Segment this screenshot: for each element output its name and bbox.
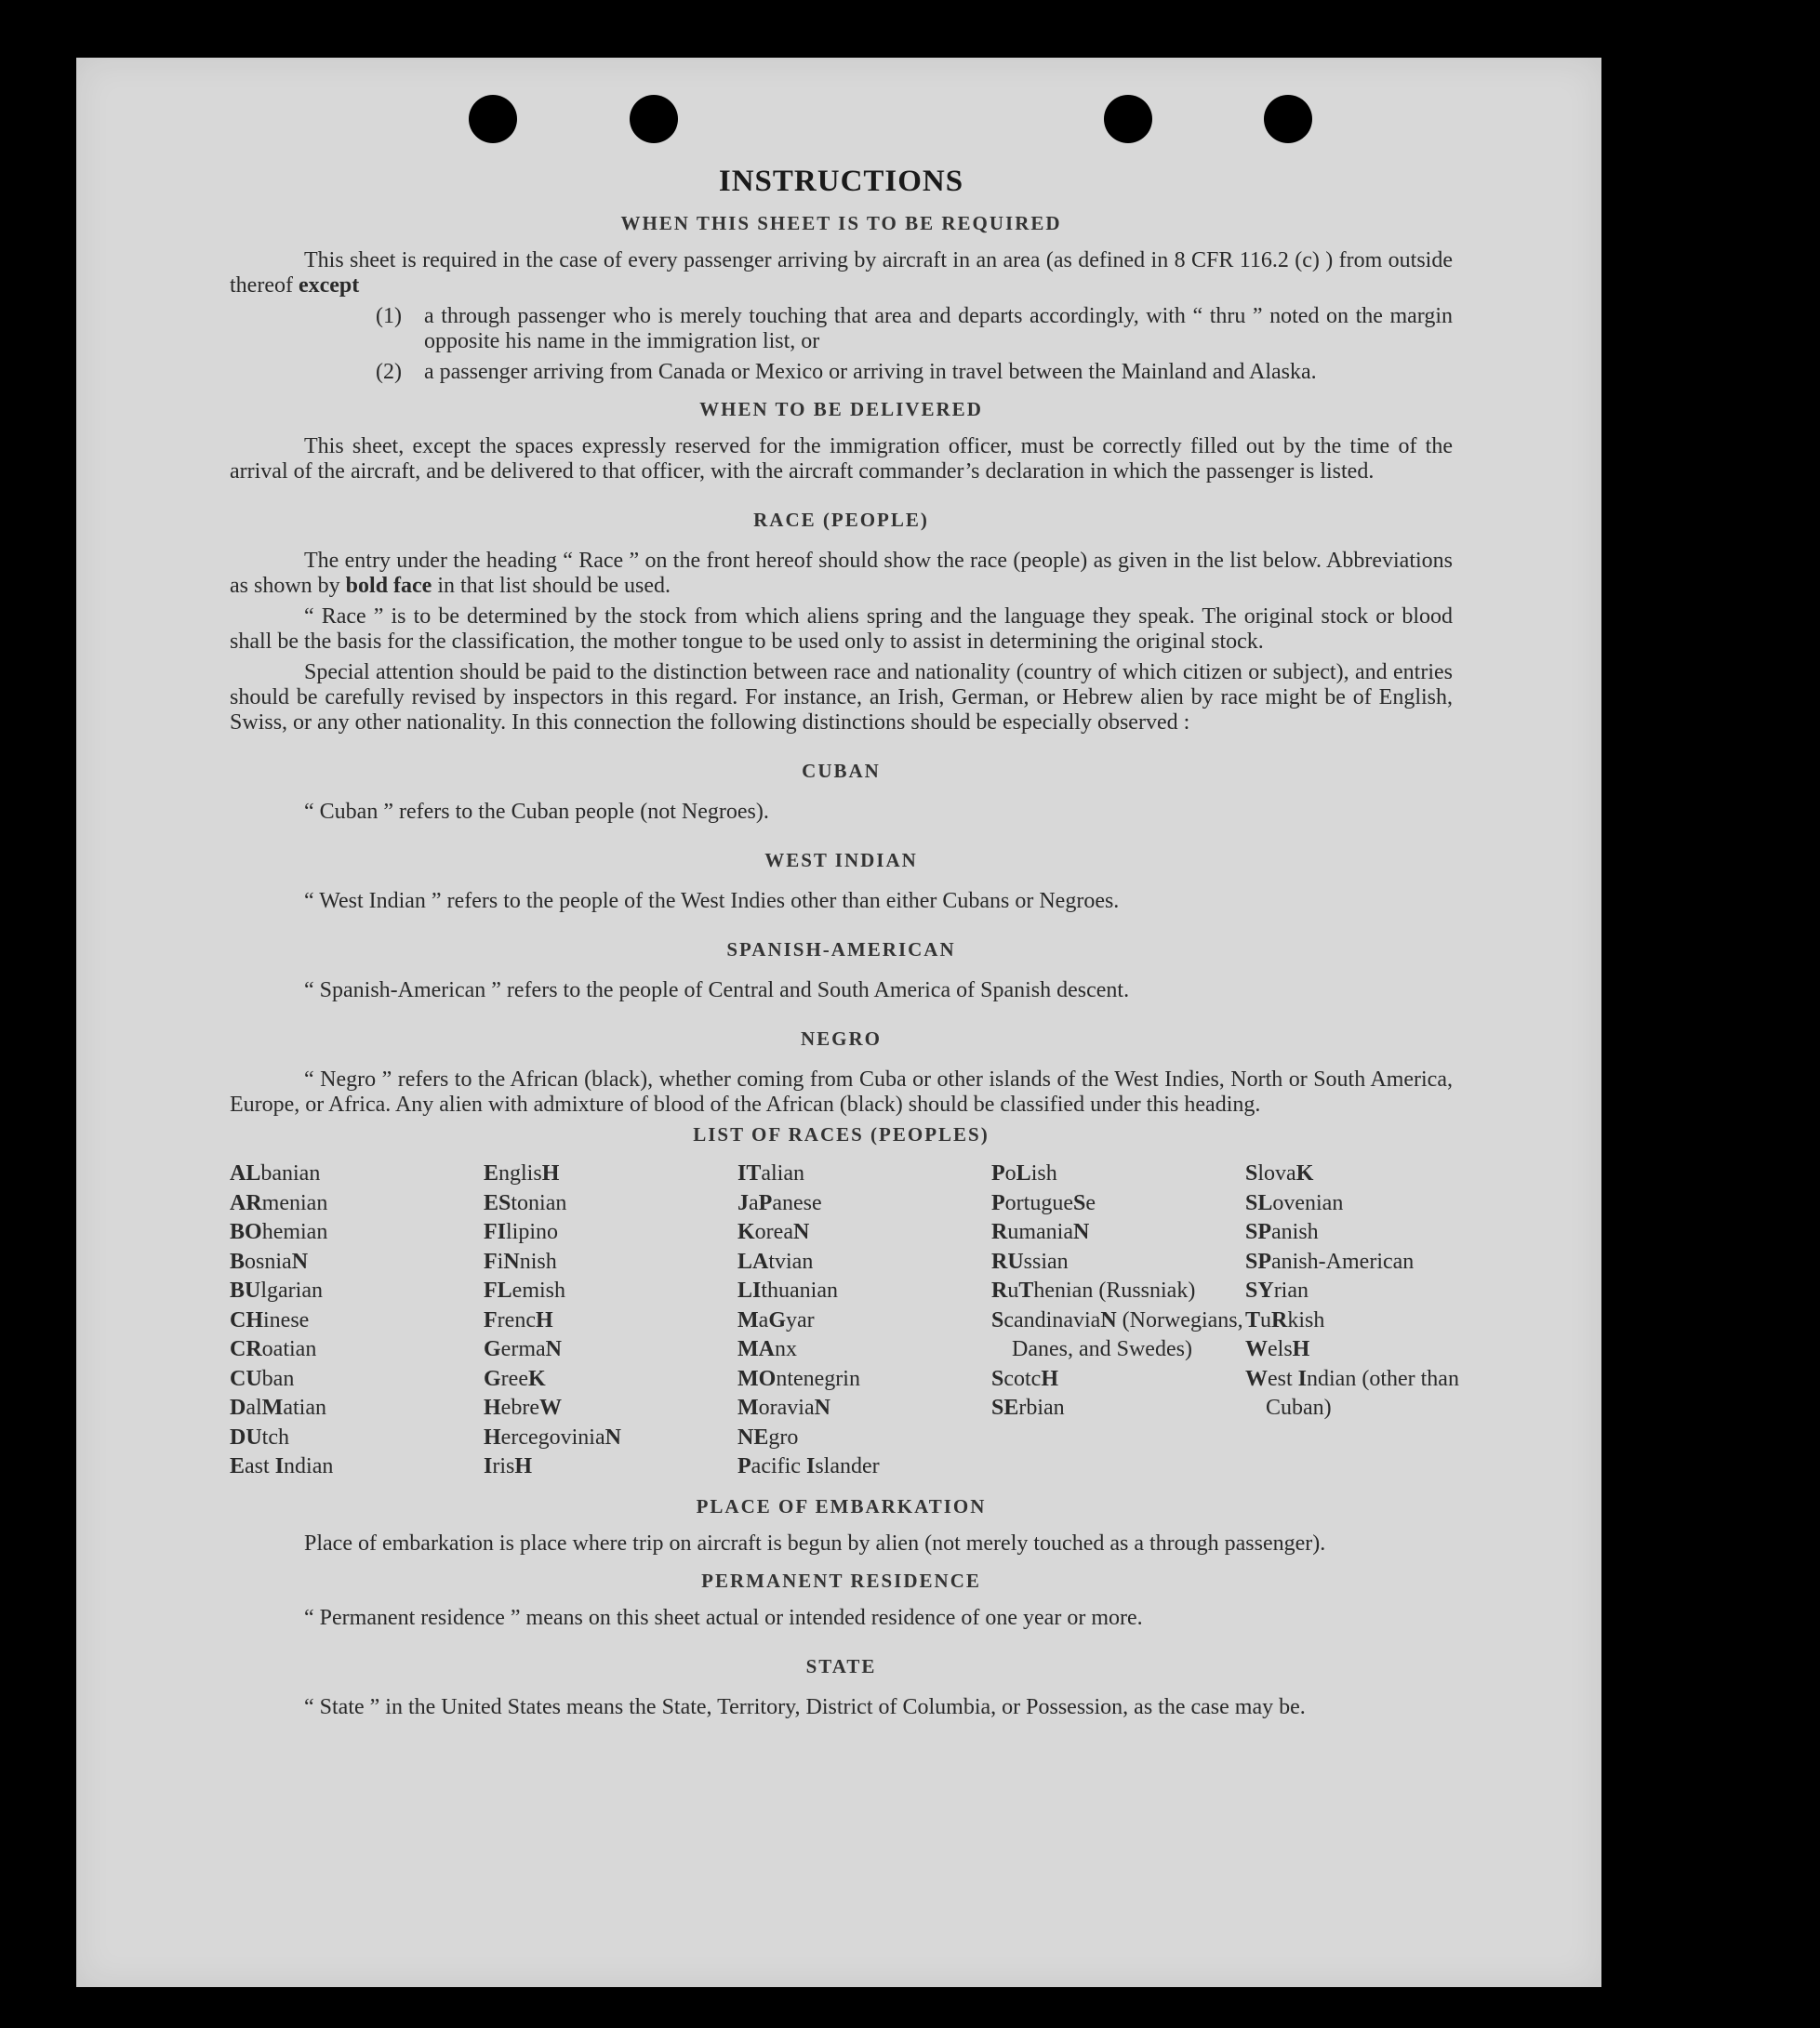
race-entry: DalMatian <box>230 1396 326 1420</box>
race-entry: MoraviaN <box>737 1396 830 1420</box>
race-entry: ALbanian <box>230 1161 321 1186</box>
race-entry: PoLish <box>991 1161 1057 1186</box>
section-heading-race: RACE (PEOPLE) <box>753 509 929 531</box>
race-entry: IrisH <box>484 1454 533 1478</box>
race-entry: ITalian <box>737 1161 804 1186</box>
races-column <box>230 1160 484 1482</box>
race-entry: FrencH <box>484 1307 553 1332</box>
race-entry: LIthuanian <box>737 1279 838 1303</box>
race-entry: East Indian <box>230 1454 334 1478</box>
residence-paragraph: “ Permanent residence ” means on this sheet actual or intended residence of one year or more. <box>304 1605 1143 1630</box>
race-entry: ScotcH <box>991 1366 1059 1391</box>
race-entry: Pacific Islander <box>737 1454 880 1478</box>
race-entry: GreeK <box>484 1366 546 1391</box>
section-heading-west-indian: WEST INDIAN <box>764 849 918 871</box>
race-entry: SErbian <box>991 1396 1065 1420</box>
section-heading-negro: NEGRO <box>800 1027 882 1050</box>
negro-paragraph: “ Negro ” refers to the African (black), whether coming from Cuba or other islands of the West Indies, North or South America, Europe, or Africa. Any alien with admixture of blood of the African (black) should be classified under this heading. <box>230 1067 1453 1117</box>
race-entry: JaPanese <box>737 1190 822 1215</box>
race-entry: MOntenegrin <box>737 1366 860 1391</box>
race-entry: TuRkish <box>1245 1307 1325 1332</box>
race-entry: SLovenian <box>1245 1190 1344 1215</box>
spanish-american-paragraph: “ Spanish-American ” refers to the people of Central and South America of Spanish descent. <box>304 978 1130 1002</box>
race-entry: MaGyar <box>737 1307 815 1332</box>
exception-item-1: (1) a through passenger who is merely touching that area and departs accordingly, with “ thru ” noted on the margin opposite his name in the immigration list, or <box>376 304 1453 353</box>
section-heading-state: STATE <box>805 1654 877 1677</box>
race-entry: BosniaN <box>230 1249 309 1274</box>
state-paragraph: “ State ” in the United States means the State, Territory, District of Columbia, or Possession, as the case may be. <box>304 1694 1306 1719</box>
race-entry: KoreaN <box>737 1220 810 1244</box>
race-entry: DUtch <box>230 1425 289 1450</box>
race-entry: FIlipino <box>484 1220 559 1244</box>
section-heading-required: WHEN THIS SHEET IS TO BE REQUIRED <box>620 212 1062 234</box>
races-column <box>737 1160 991 1482</box>
delivered-paragraph: This sheet, except the spaces expressly reserved for the immigration officer, must be correctly filled out by the time of the arrival of the aircraft, and be delivered to that officer, with the aircraft commander’s declaration in which the passenger is listed. <box>230 434 1453 484</box>
race-entry: LAtvian <box>737 1249 814 1274</box>
section-heading-residence: PERMANENT RESIDENCE <box>701 1569 981 1592</box>
race-paragraph-1: The entry under the heading “ Race ” on the front hereof should show the race (people) as given in the list below. Abbreviations as shown by bold face in that list should be used. <box>230 549 1453 598</box>
section-heading-spanish-american: SPANISH-AMERICAN <box>726 938 956 961</box>
race-entry: EStonian <box>484 1190 567 1215</box>
race-entry: RuThenian (Russniak) <box>991 1279 1196 1303</box>
race-entry: FiNnish <box>484 1249 557 1274</box>
race-entry: SPanish-American <box>1245 1249 1415 1274</box>
exception-item-2: (2) a passenger arriving from Canada or Mexico or arriving in travel between the Mainland and Alaska. <box>376 360 1317 384</box>
race-entry: GermaN <box>484 1337 562 1361</box>
punch-hole <box>1264 95 1312 143</box>
race-entry: BUlgarian <box>230 1279 323 1303</box>
race-entry: NEgro <box>737 1425 799 1450</box>
race-entry: SPanish <box>1245 1220 1319 1244</box>
cuban-paragraph: “ Cuban ” refers to the Cuban people (not Negroes). <box>304 800 769 824</box>
embarkation-paragraph: Place of embarkation is place where trip on aircraft is begun by alien (not merely touched as a through passenger). <box>304 1531 1326 1556</box>
punch-hole <box>469 95 517 143</box>
race-entry: ScandinaviaN (Norwegians, Danes, and Swedes) <box>991 1307 1243 1361</box>
race-entry: West Indian (other than Cuban) <box>1245 1366 1459 1420</box>
race-entry: HebreW <box>484 1396 562 1420</box>
race-entry: RUssian <box>991 1249 1069 1274</box>
page-title: INSTRUCTIONS <box>718 165 964 198</box>
race-entry: MAnx <box>737 1337 797 1361</box>
race-entry: CUban <box>230 1366 295 1391</box>
race-entry: SYrian <box>1245 1279 1309 1303</box>
races-list <box>230 1160 1459 1482</box>
punch-hole <box>630 95 678 143</box>
races-column <box>484 1160 737 1482</box>
race-entry: ARmenian <box>230 1190 328 1215</box>
race-entry: CHinese <box>230 1307 310 1332</box>
race-entry: HercegoviniaN <box>484 1425 621 1450</box>
section-heading-cuban: CUBAN <box>802 760 881 782</box>
section-heading-delivered: WHEN TO BE DELIVERED <box>699 398 983 420</box>
race-entry: BOhemian <box>230 1220 328 1244</box>
race-paragraph-3: Special attention should be paid to the distinction between race and nationality (country of which citizen or subject), and entries should be carefully revised by inspectors in this regard. For instance, an Irish, German, or Hebrew alien by race might be of English, Swiss, or any other nationality. In this connection the following distinctions should be especially observed : <box>230 660 1453 735</box>
race-entry: WelsH <box>1245 1337 1310 1361</box>
races-column <box>1245 1160 1481 1482</box>
west-indian-paragraph: “ West Indian ” refers to the people of the West Indies other than either Cubans or Negroes. <box>304 889 1120 913</box>
race-entry: PortugueSe <box>991 1190 1096 1215</box>
race-paragraph-2: “ Race ” is to be determined by the stock from which aliens spring and the language they speak. The original stock or blood shall be the basis for the classification, the mother tongue to be used only to assist in determining the original stock. <box>230 604 1453 654</box>
race-entry: RumaniaN <box>991 1220 1090 1244</box>
instructions-content <box>230 165 1459 1726</box>
race-entry: FLemish <box>484 1279 565 1303</box>
race-entry: EnglisH <box>484 1161 560 1186</box>
races-column <box>991 1160 1245 1482</box>
section-heading-embarkation: PLACE OF EMBARKATION <box>696 1494 987 1518</box>
required-intro: This sheet is required in the case of every passenger arriving by aircraft in an area (as defined in 8 CFR 116.2 (c) ) from outside thereof except <box>230 248 1453 298</box>
race-entry: CRoatian <box>230 1337 317 1361</box>
punch-hole <box>1104 95 1152 143</box>
document-sheet <box>76 58 1601 1987</box>
section-heading-list-of-races: LIST OF RACES (PEOPLES) <box>693 1123 990 1146</box>
race-entry: SlovaK <box>1245 1161 1314 1186</box>
